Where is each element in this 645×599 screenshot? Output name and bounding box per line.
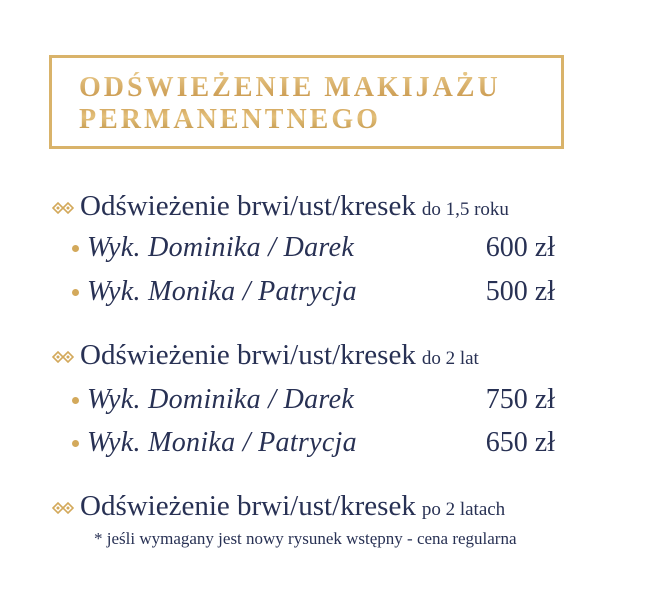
list-item [72,384,555,418]
section-heading-period: po 2 latach [421,499,506,520]
performer-name: Wyk. Dominika / Darek [87,384,355,415]
section-heading-period: do 2 lat [421,348,479,369]
double-diamond-icon [52,351,74,363]
title-line-2: PERMANENTNEGO [79,104,381,135]
performer-name: Wyk. Monika / Patrycja [87,276,357,307]
list-item [72,276,555,310]
section-heading-period: do 1,5 roku [421,199,509,220]
footnote: * jeśli wymagany jest nowy rysunek wstępny - cena regularna [94,529,517,548]
price-value: 600 zł [485,232,555,263]
performer-name: Wyk. Monika / Patrycja [87,427,357,458]
price-value: 650 zł [485,427,555,458]
price-value: 500 zł [485,276,555,307]
price-section-3 [52,490,505,524]
title-line-1: ODŚWIEŻENIE MAKIJAŻU [79,72,501,103]
list-item [72,427,555,461]
price-section-1 [52,190,509,224]
performer-name: Wyk. Dominika / Darek [87,232,355,263]
section-heading-text: Odświeżenie brwi/ust/kresek [80,339,416,371]
page-title [79,72,501,136]
list-item [72,232,555,266]
section-heading [52,339,479,373]
section-heading [52,490,505,524]
price-section-2 [52,339,479,373]
gold-dot-icon [72,245,79,252]
gold-dot-icon [72,397,79,404]
double-diamond-icon [52,502,74,514]
gold-dot-icon [72,289,79,296]
price-value: 750 zł [485,384,555,415]
section-heading-text: Odświeżenie brwi/ust/kresek [80,190,416,222]
title-frame [49,55,564,149]
gold-dot-icon [72,440,79,447]
section-heading-text: Odświeżenie brwi/ust/kresek [80,490,416,522]
section-heading [52,190,509,224]
double-diamond-icon [52,202,74,214]
